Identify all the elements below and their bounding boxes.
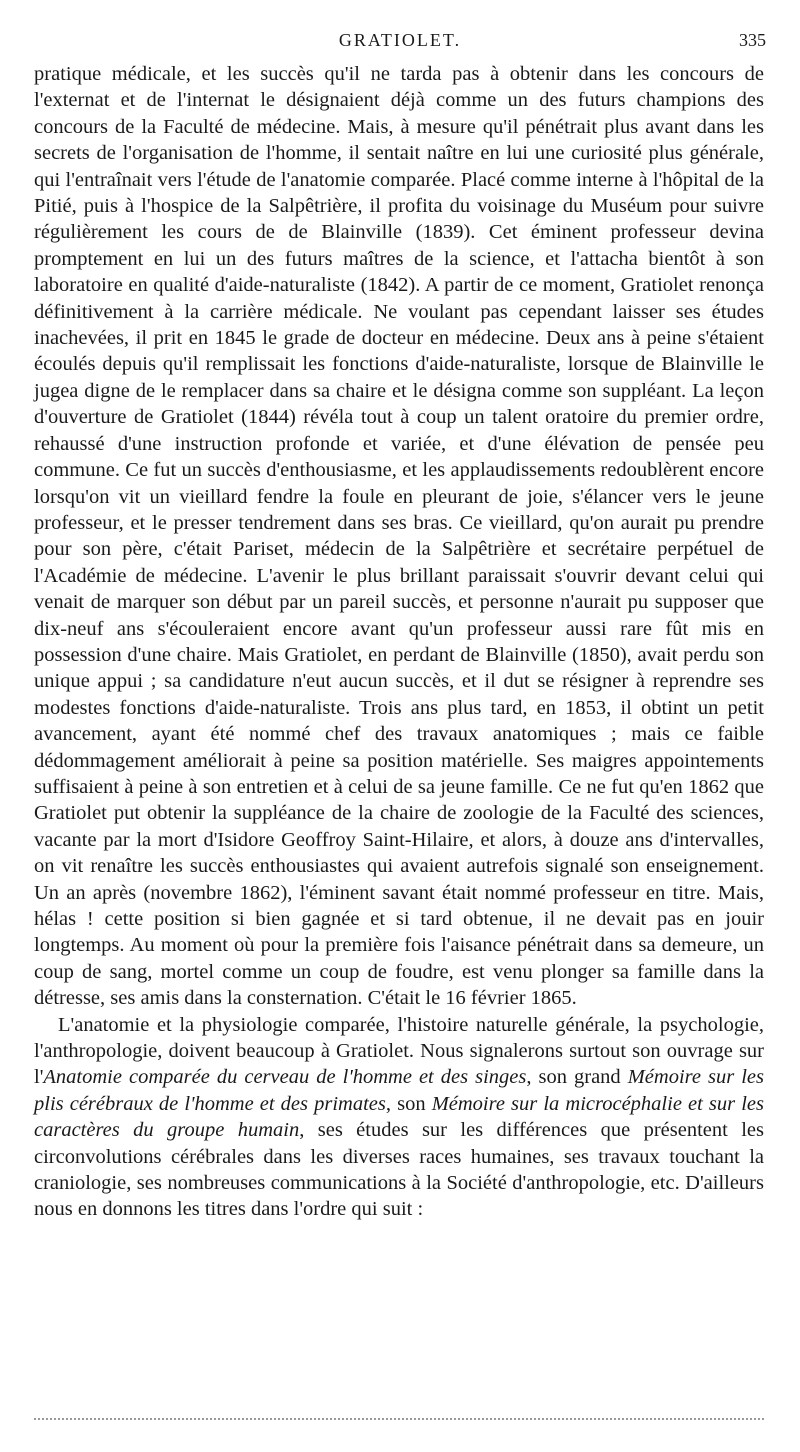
running-title: GRATIOLET. [338,30,462,50]
body-text [34,61,764,1223]
footer-dotted-rule [34,1418,764,1420]
work-title-microcephalie: Mémoire sur la microcéphalie et sur les caractères du groupe humain [34,1092,765,1142]
works-text-mid-1: , son grand [526,1066,628,1089]
page-number: 335 [739,30,766,50]
works-text-start: L'anatomie et la physiologie comparée, l'histoire naturelle générale, la psychologie, l'anthropologie, doivent beaucoup à Gratiolet. Nous signalerons surtout son ouvrage sur l' [34,1013,764,1089]
work-title-plis-cerebraux: Mémoire sur les plis cérébraux de l'homme et des primates [34,1066,764,1115]
paragraph-works [34,1012,764,1223]
works-text-mid-2: , son [385,1092,432,1115]
paragraph-biography: pratique médicale, et les succès qu'il ne tarda pas à obtenir dans les concours de l'externat et de l'internat le désignaient déjà comme un des futurs champions des concours de la Faculté de médecine. Mais, à mesure qu'il pénétrait plus avant dans les secrets de l'organisation de l'homme, il sentait naître en lui une curiosité plus générale, qui l'entraînait vers l'étude de l'anatomie comparée. Placé comme interne à l'hôpital de la Pitié, puis à l'hospice de la Salpêtrière, il profita du voisinage du Muséum pour suivre régulièrement les cours de de Blainville (1839). Cet éminent professeur devina promptement en lui un des futurs maîtres de la science, et l'attacha bientôt à son laboratoire en qualité d'aide-naturaliste (1842). A partir de ce moment, Gratiolet renonça définitivement à la carrière médicale. Ne voulant pas cependant laisser ses études inachevées, il prit en 1845 le grade de docteur en médecine. Deux ans à peine s'étaient écoulés depuis qu'il remplissait les fonctions d'aide-naturaliste, lorsque de Blainville le jugea digne de le remplacer dans sa chaire et le désigna comme son suppléant. La leçon d'ouverture de Gratiolet (1844) révéla tout à coup un talent oratoire du premier ordre, rehaussé d'une instruction profonde et variée, et d'une élévation de pensée peu commune. Ce fut un succès d'enthousiasme, et les applaudissements redoublèrent encore lorsqu'on vit un vieillard fendre la foule en pleurant de joie, s'élancer vers le jeune professeur, et le presser tendrement dans ses bras. Ce vieillard, qu'on aurait pu prendre pour son père, c'était Pariset, médecin de la Salpêtrière et secrétaire perpétuel de l'Académie de médecine. L'avenir le plus brillant paraissait s'ouvrir devant celui qui venait de marquer son début par un pareil succès, et personne n'aurait pu supposer que dix-neuf ans s'écouleraient encore avant qu'un professeur aussi rare fût mis en possession d'une chaire. Mais Gratiolet, en perdant de Blainville (1850), avait perdu son unique appui ; sa candidature n'eut aucun succès, et il dut se résigner à reprendre ses modestes fonctions d'aide-naturaliste. Trois ans plus tard, en 1853, il obtint un petit avancement, ayant été nommé chef des travaux anatomiques ; mais ce faible dédommagement améliorait à peine sa position matérielle. Ses maigres appointements suffisaient à peine à son entretien et à celui de sa jeune famille. Ce ne fut qu'en 1862 que Gratiolet put obtenir la suppléance de la chaire de zoologie de la Faculté des sciences, vacante par la mort d'Isidore Geoffroy Saint-Hilaire, et alors, à douze ans d'intervalles, on vit renaître les succès enthousiastes qui avaient autrefois signalé son enseignement. Un an après (novembre 1862), l'éminent savant était nommé professeur en titre. Mais, hélas ! cette position si bien gagnée et si tard obtenue, il ne devait pas en jouir longtemps. Au moment où pour la première fois l'aisance pénétrait dans sa demeure, un coup de sang, mortel comme un coup de foudre, est venu plonger sa famille dans la détresse, ses amis dans la consternation. C'était le 16 février 1865. [34,63,764,1010]
works-text-end: , ses études sur les différences que présentent les circonvolutions cérébrales dans les diverses races humaines, ses travaux touchant la craniologie, ses nombreuses communications à la Société d'anthropologie, etc. D'ailleurs nous en donnons les titres dans l'ordre qui suit : [34,1119,764,1221]
work-title-anatomie: Anatomie comparée du cerveau de l'homme et des singes [43,1066,527,1089]
running-head [34,30,766,54]
